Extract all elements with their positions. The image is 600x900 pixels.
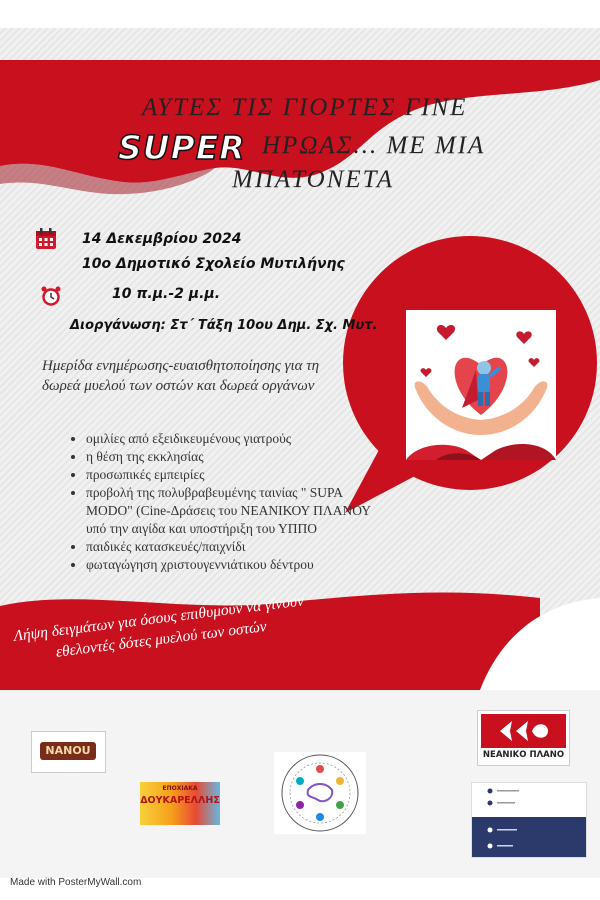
- list-item: • ομιλίες από εξειδικευμένους γιατρούς: [86, 430, 371, 448]
- event-time: 10 π.μ.-2 μ.μ.: [112, 286, 221, 302]
- doukarellis-logo-text: ΔΟΥΚΑΡΕΛΛΗΣ: [140, 795, 220, 806]
- title-line-3: ΜΠΑΤΟΝΕΤΑ: [232, 166, 394, 193]
- sampling-banner-text: Λήψη δειγμάτων για όσους επιθυμούν να γίνουν εθελοντές δότες μυελού των οστών: [12, 592, 305, 661]
- hands-heart-illustration: [406, 310, 556, 460]
- title-super: SUPER: [118, 128, 246, 167]
- list-item: • προσωπικές εμπειρίες: [86, 466, 371, 484]
- doukarellis-logo-top-text: ΕΠΟΧΙΑΚΑ: [162, 785, 198, 792]
- alarm-clock-icon: [41, 286, 61, 306]
- event-organizer: Διοργάνωση: Στ΄ Τάξη 10ου Δημ. Σχ. Μυτ.: [70, 318, 378, 333]
- footer-credit: Made with PosterMyWall.com: [10, 877, 142, 888]
- calendar-icon: [35, 228, 57, 250]
- neaniko-plano-logo: [477, 710, 570, 766]
- intro-text: Ημερίδα ενημέρωσης-ευαισθητοποίησης για τη δωρεά μυελού των οστών και δωρεά οργάνων: [42, 358, 320, 394]
- activities-list: [70, 430, 371, 574]
- ministry-logo: [471, 782, 587, 858]
- event-place: 10ο Δημοτικό Σχολείο Μυτιλήνης: [82, 256, 345, 272]
- nanou-logo: [31, 731, 106, 773]
- title-line-2: ΗΡΩΑΣ... ΜΕ ΜΙΑ: [262, 132, 486, 159]
- doukarellis-logo: [140, 782, 220, 825]
- list-item: • φωταγώγηση χριστουγεννιάτικου δέντρου: [86, 556, 371, 574]
- list-item: • προβολή της πολυβραβευμένης ταινίας " SUPA MODO" (Cine-Δράσεις του ΝΕΑΝΙΚΟΥ ΠΛΑΝΟΥ υπό την αιγίδα και υποστήριξη του ΥΠΠΟ: [86, 484, 371, 538]
- event-date: 14 Δεκεμβρίου 2024: [82, 231, 242, 247]
- nanou-logo-text: NANOU: [45, 744, 91, 757]
- title-line-1: ΑΥΤΕΣ ΤΙΣ ΓΙΟΡΤΕΣ ΓΙΝΕ: [142, 94, 468, 121]
- poster: [0, 28, 600, 878]
- list-item: • παιδικές κατασκευές/παιχνίδι: [86, 538, 371, 556]
- birds-icon: [498, 717, 550, 745]
- neaniko-plano-text: ΝΕΑΝΙΚΟ ΠΛΑΝΟ: [482, 750, 565, 760]
- association-seal-logo: [274, 752, 366, 834]
- list-item: • η θέση της εκκλησίας: [86, 448, 371, 466]
